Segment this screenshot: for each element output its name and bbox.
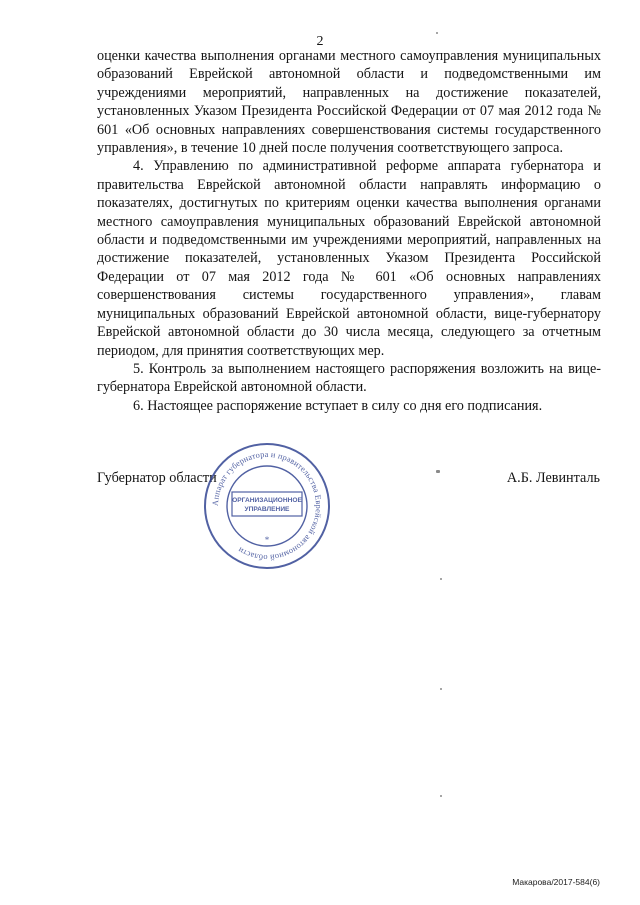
scan-speck [436, 32, 438, 34]
official-seal [201, 440, 333, 572]
document-body [97, 47, 601, 415]
page-number: 2 [316, 34, 324, 49]
seal-star-icon: * [264, 535, 270, 545]
signatory-name: А.Б. Левинталь [506, 470, 600, 486]
paragraph-continuation: оценки качества выполнения органами местного самоуправления муниципальных образований Еврейской автономной области и подведомственными им учреждениями мероприятий, направленных на достижение показателей, установленных Указом Президента Российской Федерации от 07 мая 2012 года № 601 «Об основных направлениях совершенствования системы государственного управления», в течение 10 дней после получения соответствующего запроса. [97, 48, 601, 157]
seal-inner-line-1: ОРГАНИЗАЦИОННОЕ [232, 497, 302, 504]
paragraph-item-5: 5. Контроль за выполнением настоящего распоряжения возложить на вице-губернатора Еврейской автономной области. [97, 360, 601, 396]
seal-ring-text: Аппарат губернатора и правительства Еврейской автономной области [210, 449, 324, 563]
scan-speck [440, 688, 442, 690]
signatory-position: Губернатор области [97, 470, 217, 486]
seal-inner-line-2: УПРАВЛЕНИЕ [244, 506, 290, 513]
document-code: Макарова/2017-584(6) [512, 877, 600, 887]
scan-speck [436, 470, 440, 473]
paragraph-item-6: 6. Настоящее распоряжение вступает в силу со дня его подписания. [133, 397, 543, 414]
scan-speck [440, 578, 442, 580]
scan-speck [440, 795, 442, 797]
paragraph-item-4: 4. Управлению по административной реформе аппарата губернатора и правительства Еврейской автономной области направлять информацию о показателях, достигнутых по критериям оценки качества выполнения органами местного самоуправления муниципальных образований Еврейской автономной области и подведомственными им учреждениями мероприятий, направленных на достижение показателей, установленных Указом Президента Российской Федерации от 07 мая 2012 года № 601 «Об основных направлениях совершенствования системы государственного управления», главам муниципальных образований Еврейской автономной области, вице-губернатору Еврейской автономной области до 30 числа месяца, следующего за отчетным периодом, для принятия соответствующих мер. [97, 158, 601, 359]
